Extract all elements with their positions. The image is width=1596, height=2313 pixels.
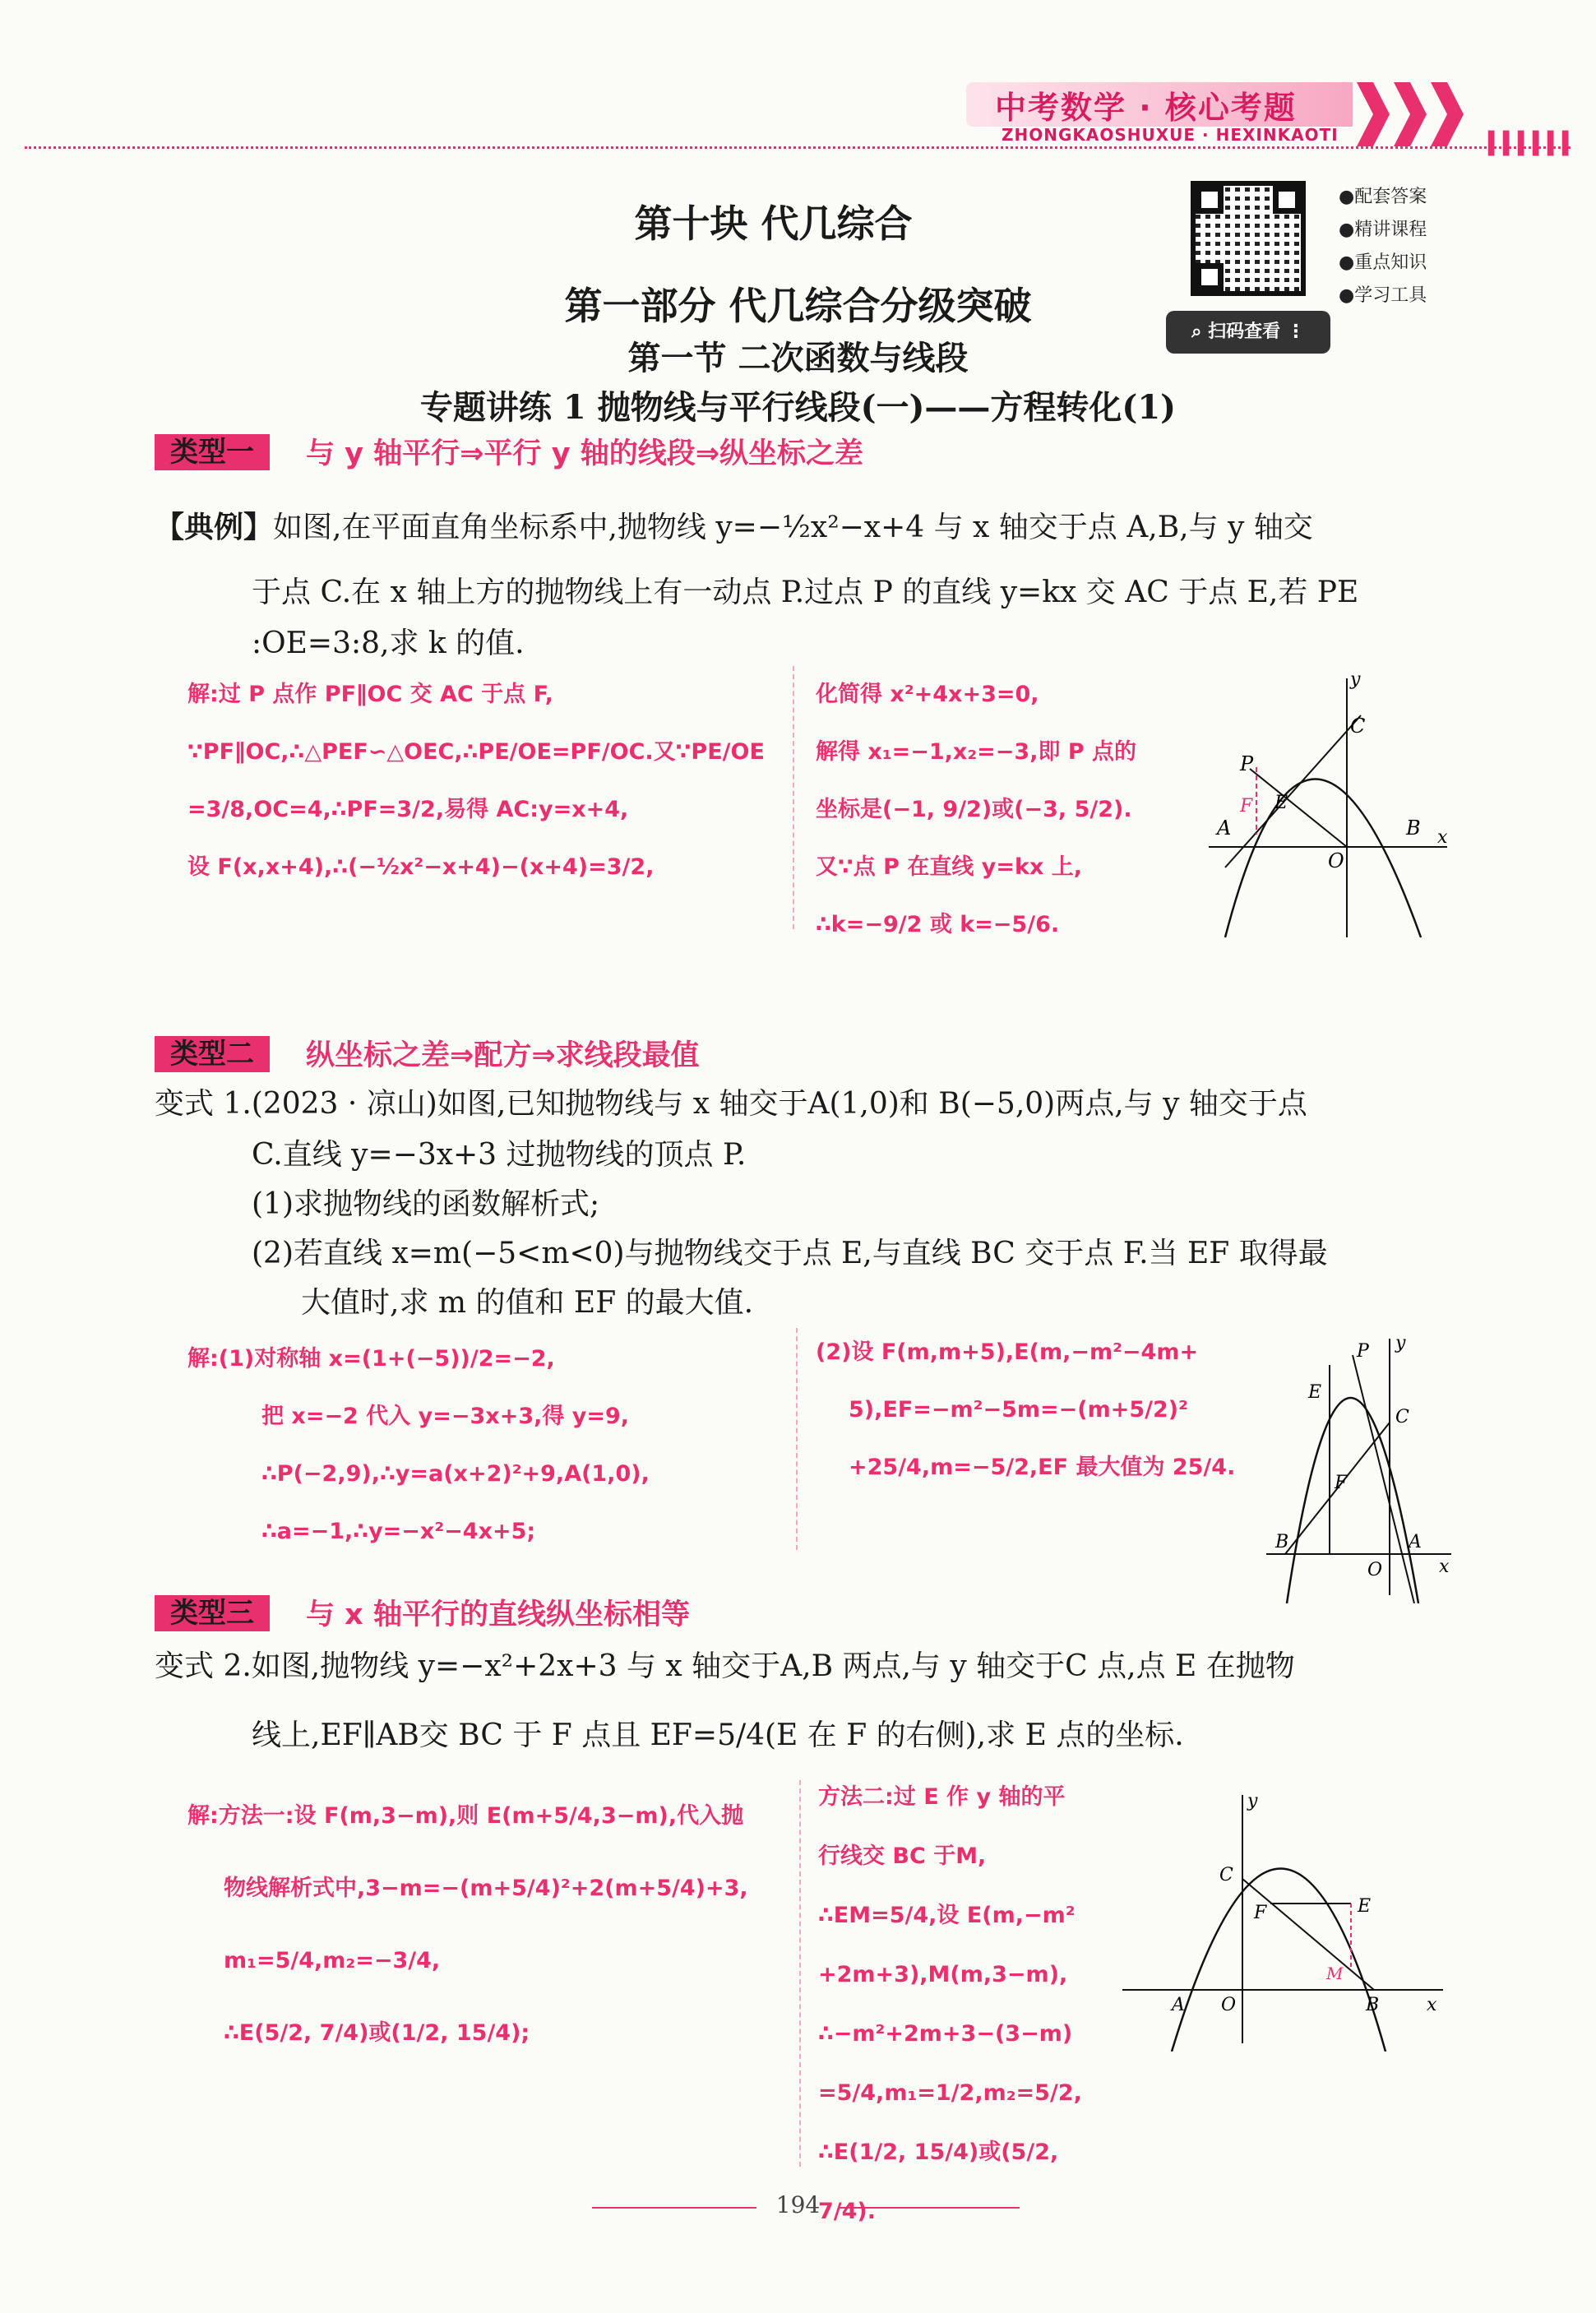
- section-title: 第一节 二次函数与线段: [627, 339, 969, 377]
- stripe-decoration: ▍▍▍▍▍▍: [1488, 132, 1577, 156]
- type1-example-line: 【典例】如图,在平面直角坐标系中,抛物线 y=−½x²−x+4 与 x 轴交于点 A,B,与 y 轴交: [155, 510, 1313, 544]
- svg-text:A: A: [1409, 1532, 1422, 1552]
- type2-solution-left: 解:(1)对称轴 x=(1+(−5))/2=−2, 把 x=−2 代入 y=−3x+3,得 y=9, ∴P(−2,9),∴y=a(x+2)²+9,A(1,0), ∴a=−1,∴y=−x²−4x+5;: [187, 1346, 650, 1544]
- type2-tag: 类型二: [155, 1036, 270, 1072]
- scan-icon: ⌕: [1191, 322, 1209, 342]
- type2-problem-line: (1)求抛物线的函数解析式;: [252, 1187, 600, 1221]
- svg-text:x: x: [1437, 827, 1448, 848]
- svg-text:x: x: [1427, 1995, 1437, 2015]
- chevron-icon: [1394, 82, 1427, 146]
- svg-text:O: O: [1367, 1560, 1383, 1580]
- svg-text:P: P: [1357, 1341, 1369, 1362]
- topic-title: 专题讲练 1 抛物线与平行线段(一)——方程转化(1): [419, 388, 1177, 427]
- svg-text:P: P: [1240, 752, 1254, 775]
- qr-feature-item: ●学习工具: [1339, 285, 1427, 306]
- svg-text:B: B: [1366, 1995, 1380, 2015]
- svg-text:E: E: [1274, 793, 1288, 813]
- scan-button[interactable]: ⌕ 扫码查看 ⋮: [1166, 311, 1330, 354]
- type1-heading: 与 y 轴平行⇒平行 y 轴的线段⇒纵坐标之差: [306, 437, 864, 470]
- qr-feature-item: ●精讲课程: [1339, 220, 1427, 240]
- type3-solution-right: 方法二:过 E 作 y 轴的平 行线交 BC 于M, ∴EM=5/4,设 E(m,−m² +2m+3),M(m,3−m), ∴−m²+2m+3−(3−m) =5/4,m₁=1/2,m₂=5/2, ∴E(1/2, 15/4)或(5/2, 7/4).: [818, 1784, 1082, 2224]
- svg-text:E: E: [1358, 1896, 1372, 1917]
- type2-problem-line: (2)若直线 x=m(−5<m<0)与抛物线交于点 E,与直线 BC 交于点 F.当 EF 取得最: [252, 1237, 1328, 1270]
- line-vertex: [1353, 1355, 1414, 1603]
- svg-text:x: x: [1439, 1557, 1450, 1577]
- svg-text:F: F: [1240, 796, 1253, 816]
- part-title: 第一部分 代几综合分级突破: [564, 284, 1032, 328]
- solution-divider: [793, 666, 794, 929]
- type1-example-line: 于点 C.在 x 轴上方的抛物线上有一动点 P.过点 P 的直线 y=kx 交 AC 于点 E,若 PE: [252, 576, 1359, 609]
- svg-text:O: O: [1328, 849, 1344, 872]
- svg-text:A: A: [1217, 816, 1232, 840]
- type3-heading: 与 x 轴平行的直线纵坐标相等: [306, 1598, 690, 1631]
- type3-tag: 类型三: [155, 1595, 270, 1631]
- block-title: 第十块 代几综合: [634, 201, 913, 246]
- line-ac: [1225, 715, 1361, 867]
- svg-text:A: A: [1172, 1995, 1185, 2015]
- qr-feature-item: ●重点知识: [1339, 252, 1427, 273]
- line-bc: [1242, 1879, 1374, 1990]
- type1-solution-left: 解:过 P 点作 PF∥OC 交 AC 于点 F, ∵PF∥OC,∴△PEF∽△OEC,∴PE/OE=PF/OC.又∵PE/OE =3/8,OC=4,∴PF=3/2,易得 AC:y=x+4, 设 F(x,x+4),∴(−½x²−x+4)−(x+4)=3/2,: [187, 682, 765, 880]
- header-title: 中考数学 · 核心考题: [995, 90, 1297, 126]
- svg-text:y: y: [1350, 670, 1361, 690]
- type2-figure: [1254, 1332, 1455, 1603]
- solution-divider: [799, 1780, 801, 2167]
- svg-text:C: C: [1219, 1865, 1233, 1885]
- type1-solution-right: 化简得 x²+4x+3=0, 解得 x₁=−1,x₂=−3,即 P 点的 坐标是(−1, 9/2)或(−3, 5/2). 又∵点 P 在直线 y=kx 上, ∴k=−9/2 或 k=−5/6.: [816, 682, 1137, 937]
- type1-tag: 类型一: [155, 434, 270, 470]
- type2-problem-line: 变式 1.(2023 · 凉山)如图,已知抛物线与 x 轴交于A(1,0)和 B(−5,0)两点,与 y 轴交于点: [155, 1087, 1307, 1121]
- svg-text:E: E: [1308, 1382, 1322, 1403]
- svg-text:C: C: [1395, 1407, 1409, 1427]
- svg-text:F: F: [1254, 1903, 1267, 1923]
- svg-text:M: M: [1326, 1964, 1344, 1983]
- type3-figure: [1122, 1788, 1451, 2052]
- svg-text:C: C: [1350, 715, 1366, 738]
- line-op: [1250, 769, 1347, 847]
- parabola: [1225, 779, 1421, 938]
- header-divider: [25, 146, 1571, 149]
- parabola: [1172, 1869, 1386, 2052]
- type1-example-line: :OE=3:8,求 k 的值.: [252, 627, 525, 660]
- type1-figure: [1209, 670, 1455, 941]
- scan-button-label: 扫码查看: [1208, 322, 1281, 342]
- svg-text:B: B: [1406, 816, 1421, 840]
- type3-problem-line: 变式 2.如图,抛物线 y=−x²+2x+3 与 x 轴交于A,B 两点,与 y 轴交于C 点,点 E 在抛物: [155, 1649, 1295, 1683]
- type2-problem-line: C.直线 y=−3x+3 过抛物线的顶点 P.: [252, 1138, 747, 1172]
- page-number: 194: [775, 2191, 821, 2218]
- svg-text:y: y: [1395, 1333, 1406, 1353]
- svg-text:F: F: [1335, 1473, 1348, 1493]
- chevron-icon: [1431, 82, 1464, 146]
- svg-text:O: O: [1221, 1995, 1237, 2015]
- qr-feature-item: ●配套答案: [1339, 187, 1427, 207]
- type3-problem-line: 线上,EF∥AB交 BC 于 F 点且 EF=5/4(E 在 F 的右侧),求 E 点的坐标.: [252, 1719, 1184, 1752]
- type2-heading: 纵坐标之差⇒配方⇒求线段最值: [306, 1039, 700, 1072]
- solution-divider: [796, 1328, 798, 1550]
- type3-solution-left: 解:方法一:设 F(m,3−m),则 E(m+5/4,3−m),代入抛 物线解析式中,3−m=−(m+5/4)²+2(m+5/4)+3, m₁=5/4,m₂=−3/4, ∴E(5/2, 7/4)或(1/2, 15/4);: [187, 1803, 748, 2046]
- type2-problem-line: 大值时,求 m 的值和 EF 的最大值.: [301, 1286, 754, 1320]
- parabola: [1287, 1398, 1418, 1603]
- svg-text:y: y: [1247, 1791, 1258, 1811]
- example-label: 【典例】: [155, 510, 274, 544]
- chevron-icon: [1357, 82, 1390, 146]
- header-subtitle: ZHONGKAOSHUXUE · HEXINKAOTI: [1002, 125, 1339, 145]
- type2-solution-right: (2)设 F(m,m+5),E(m,−m²−4m+ 5),EF=−m²−5m=−(m+5/2)² +25/4,m=−5/2,EF 最大值为 25/4.: [816, 1339, 1236, 1480]
- svg-text:B: B: [1275, 1532, 1289, 1552]
